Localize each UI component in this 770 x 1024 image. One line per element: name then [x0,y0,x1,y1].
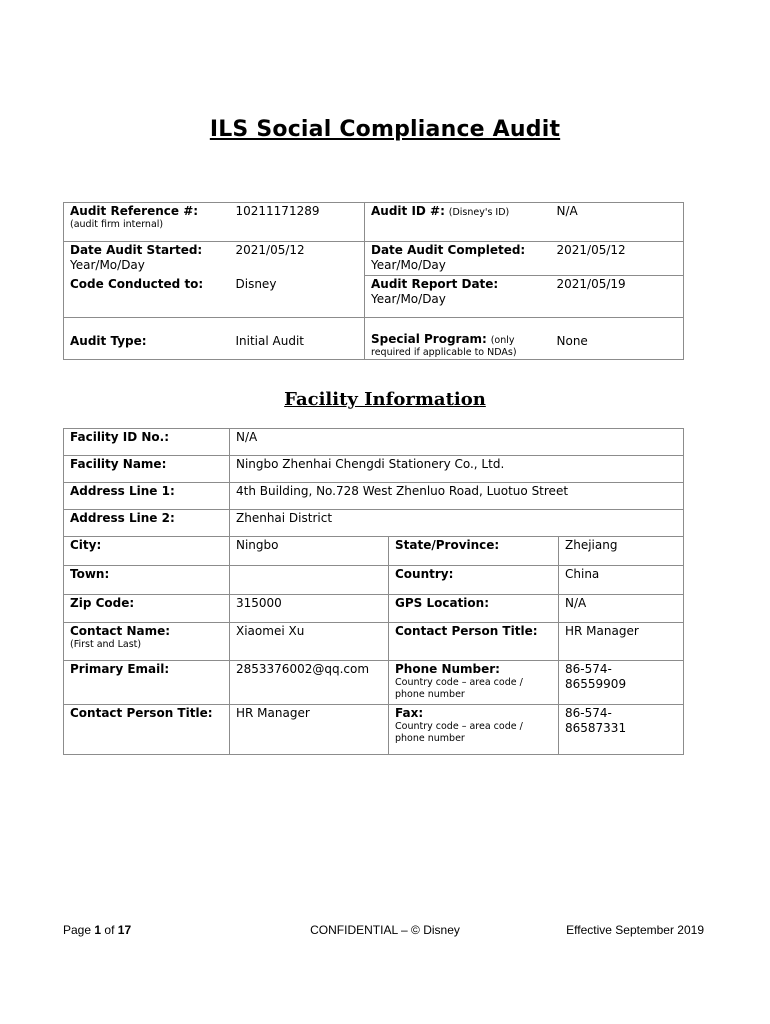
gps-location-value: N/A [565,596,587,610]
address-line2-value: Zhenhai District [236,511,333,525]
footer-page-current: 1 [94,923,102,937]
code-conducted-label: Code Conducted to: [70,276,204,291]
audit-reference-note: (audit firm internal) [70,219,164,230]
audit-type-label: Audit Type: [70,334,147,348]
zip-code-label: Zip Code: [70,596,135,610]
town-label: Town: [70,567,110,581]
audit-id-value: N/A [556,204,578,218]
report-date-format: Year/Mo/Day [371,292,446,306]
country-label: Country: [395,567,454,581]
city-label: City: [70,538,102,552]
footer-effective-date: Effective September 2019 [566,923,704,937]
special-program-note-b: required if applicable to NDAs) [371,347,517,358]
special-program-note-a: (only [490,335,515,346]
primary-email-label: Primary Email: [70,662,170,676]
special-program-value: None [556,334,588,348]
fax-label: Fax: [395,706,424,720]
audit-info-table [63,202,684,360]
date-completed-value: 2021/05/12 [556,243,626,257]
audit-type-value: Initial Audit [235,334,304,348]
footer-page-total: 17 [117,923,132,937]
report-date-value: 2021/05/19 [556,277,626,291]
contact-person-title2-label: Contact Person Title: [70,706,213,720]
footer-page-of: of [104,923,115,937]
date-completed-format: Year/Mo/Day [371,258,446,272]
facility-id-label: Facility ID No.: [70,430,170,444]
primary-email-value: 2853376002@qq.com [236,662,370,676]
contact-person-title-value: HR Manager [565,624,639,638]
fax-note: Country code – area code / phone number [395,721,523,744]
audit-reference-label-cell [64,203,230,242]
phone-number-note: Country code – area code / phone number [395,677,523,700]
footer-page-word: Page [63,923,92,937]
address-line1-value: 4th Building, No.728 West Zhenluo Road, Luotuo Street [236,484,569,498]
state-value: Zhejiang [565,538,618,552]
fax-value: 86-574-86587331 [565,706,627,735]
report-date-label: Audit Report Date: [371,277,499,291]
facility-id-value: N/A [236,430,258,444]
contact-name-value: Xiaomei Xu [236,624,305,638]
date-started-format: Year/Mo/Day [70,258,145,272]
date-started-value: 2021/05/12 [235,243,305,257]
document-title: ILS Social Compliance Audit [209,117,561,142]
date-started-label: Date Audit Started: [70,243,203,257]
audit-reference-value: 10211171289 [235,204,320,218]
address-line2-label: Address Line 2: [70,511,175,525]
town-value [230,566,388,567]
phone-number-value: 86-574-86559909 [565,662,627,691]
facility-name-value: Ningbo Zhenhai Chengdi Stationery Co., Ltd. [236,457,505,471]
city-value: Ningbo [236,538,279,552]
country-value: China [565,567,600,581]
facility-name-label: Facility Name: [70,457,167,471]
date-completed-label: Date Audit Completed: [371,243,526,257]
address-line1-label: Address Line 1: [70,484,175,498]
special-program-label: Special Program: [371,332,487,346]
footer-confidential: CONFIDENTIAL – © Disney [310,923,460,937]
facility-info-heading: Facility Information [284,389,486,410]
contact-person-title2-value: HR Manager [236,706,310,720]
audit-id-label: Audit ID #: [371,204,445,218]
state-label: State/Province: [395,538,500,552]
gps-location-label: GPS Location: [395,596,490,610]
contact-person-title-label: Contact Person Title: [395,624,538,638]
phone-number-label: Phone Number: [395,662,500,676]
code-conducted-value: Disney [235,276,277,291]
facility-info-table [63,428,684,755]
audit-id-note: (Disney's ID) [448,207,510,218]
contact-name-note: (First and Last) [70,639,142,650]
zip-code-value: 315000 [236,596,282,610]
audit-reference-label: Audit Reference #: [70,204,199,218]
contact-name-label: Contact Name: [70,624,171,638]
